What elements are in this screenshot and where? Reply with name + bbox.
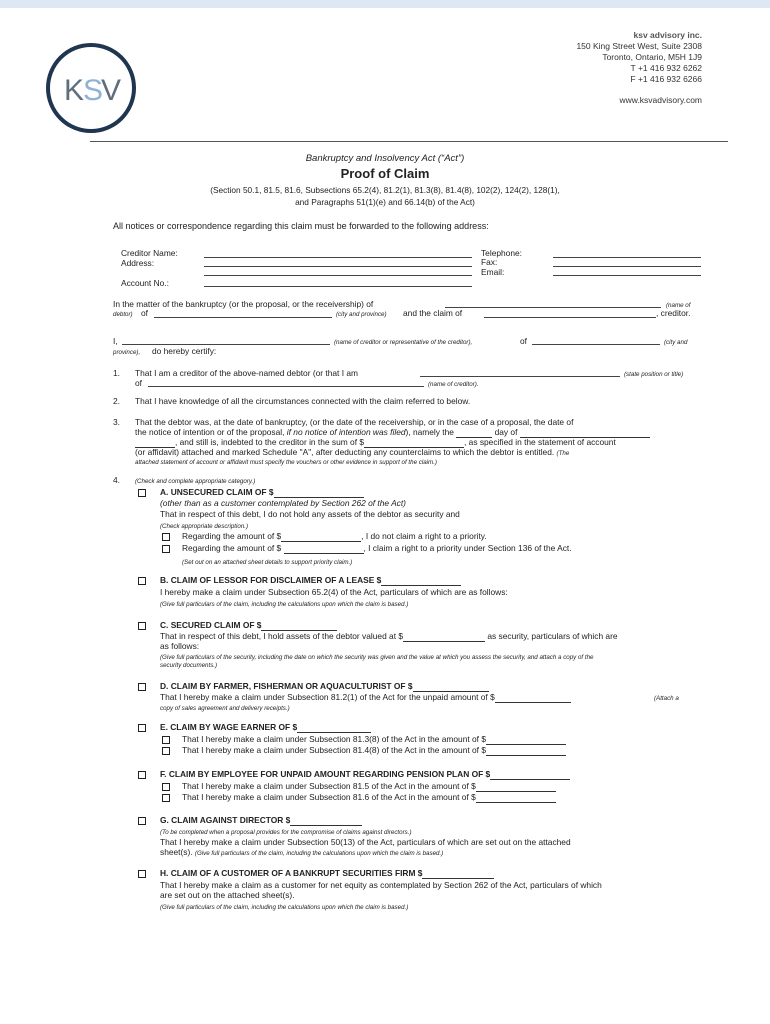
position-field[interactable]: [420, 376, 620, 377]
company-fax: F +1 416 932 6266: [630, 74, 702, 84]
representative-name-field[interactable]: [122, 344, 330, 345]
claim-d-note-1: (Attach a: [654, 695, 679, 702]
item-1-creditor-field[interactable]: [148, 386, 424, 387]
representative-note: (name of creditor or representative of the creditor),: [334, 339, 473, 346]
item-3-line-3: , and still is, indebted to the creditor in the sum of $ , as specified in the statement of account: [135, 437, 616, 448]
item-2-text: That I have knowledge of all the circumstances connected with the claim referred to below.: [135, 396, 471, 406]
claim-a-subtitle: (other than as a customer contemplated by Section 262 of the Act): [160, 498, 406, 508]
claim-a-heading: A. UNSECURED CLAIM OF $: [160, 487, 364, 498]
claim-d-checkbox[interactable]: [138, 683, 146, 691]
certify-text: do hereby certify:: [152, 346, 217, 356]
claim-b-note: (Give full particulars of the claim, including the calculations upon which the claim is based.): [160, 601, 409, 608]
notice-text: All notices or correspondence regarding this claim must be forwarded to the following address:: [113, 221, 489, 231]
svg-text:S: S: [83, 74, 104, 107]
claim-g-note: (To be completed when a proposal provides for the compromise of claims against directors.): [160, 829, 412, 836]
address-field-2[interactable]: [204, 275, 472, 276]
province-note: province),: [113, 349, 141, 356]
item-3-line-4: (or affidavit) attached and marked Schedule "A", after deducting any counterclaims to which the debtor is entitled. (The: [135, 447, 570, 457]
claim-b-text: I hereby make a claim under Subsection 65.2(4) of the Act, particulars of which are as follows:: [160, 587, 508, 597]
account-label: Account No.:: [121, 278, 169, 288]
claim-c-checkbox[interactable]: [138, 622, 146, 630]
address-label: Address:: [121, 258, 155, 268]
representative-city-field[interactable]: [532, 344, 660, 345]
email-label: Email:: [481, 267, 505, 277]
claim-c-note-2: security documents.): [160, 662, 218, 669]
sections-line-1: (Section 50.1, 81.5, 81.6, Subsections 65.2(4), 81.2(1), 81.3(8), 81.4(8), 102(2), 124(2), 128(1),: [210, 185, 560, 195]
item-1-creditor-note: (name of creditor).: [428, 381, 479, 388]
item-3-line-1: That the debtor was, at the date of bankruptcy, (or the date of the receivership, or in the case of a proposal, the date of: [135, 417, 574, 427]
page-title: Proof of Claim: [340, 166, 430, 181]
svg-text:K: K: [64, 74, 85, 107]
claim-a-option-1-checkbox[interactable]: [162, 533, 170, 541]
telephone-label: Telephone:: [481, 248, 522, 258]
item-4-number: 4.: [113, 475, 120, 485]
creditor-suffix: , creditor.: [656, 308, 691, 318]
creditor-name-label: Creditor Name:: [121, 248, 178, 258]
claim-a-option-1: Regarding the amount of $ , I do not claim a right to a priority.: [182, 531, 487, 541]
claim-e-option-1: That I hereby make a claim under Subsection 81.3(8) of the Act in the amount of $: [182, 734, 566, 745]
claim-d-text: That I hereby make a claim under Subsection 81.2(1) of the Act for the unpaid amount of $: [160, 692, 571, 703]
debtor-name-note: (name of: [666, 302, 691, 309]
item-3-note: attached statement of account or affidavit must specify the vouchers or other evidence in support of the claim.): [135, 459, 437, 466]
claim-f-option-2: That I hereby make a claim under Subsection 81.6 of the Act in the amount of $: [182, 792, 556, 803]
claim-e-option-1-checkbox[interactable]: [162, 736, 170, 744]
company-address-block: [576, 30, 702, 106]
of-text-2: of: [520, 336, 527, 346]
claim-h-text-2: are set out on the attached sheet(s).: [160, 890, 295, 900]
item-3-number: 3.: [113, 417, 120, 427]
header-divider: [90, 141, 728, 142]
claim-g-checkbox[interactable]: [138, 817, 146, 825]
claim-of-text: and the claim of: [403, 308, 463, 318]
sections-line-2: and Paragraphs 51(1)(e) and 66.14(b) of the Act): [295, 197, 475, 207]
claim-c-heading: C. SECURED CLAIM OF $: [160, 620, 337, 631]
top-band: [0, 0, 770, 8]
city-province-note: (city and province): [336, 311, 387, 318]
claim-g-text-1: That I hereby make a claim under Subsection 50(13) of the Act, particulars of which are set out on the attached: [160, 837, 571, 847]
claim-c-text-1: That in respect of this debt, I hold assets of the debtor valued at $ as security, particulars of which are: [160, 631, 618, 641]
fax-label: Fax:: [481, 257, 498, 267]
of-text: of: [141, 308, 148, 318]
item-4-note: (Check and complete appropriate category.): [135, 478, 256, 485]
item-3-line-2: the notice of intention or of the proposal, if no notice of intention was filed), namely the day of: [135, 427, 650, 438]
fax-field[interactable]: [553, 266, 701, 267]
company-name: ksv advisory inc.: [633, 30, 702, 40]
telephone-field[interactable]: [553, 257, 701, 258]
claim-g-heading: G. CLAIM AGAINST DIRECTOR $: [160, 815, 362, 826]
claim-a-option-2: Regarding the amount of $ , I claim a right to a priority under Section 136 of the Act.: [182, 543, 572, 553]
city-note: (city and: [664, 339, 688, 346]
claim-a-priority-note: (Set out on an attached sheet details to support priority claim.): [182, 559, 353, 566]
claim-f-heading: F. CLAIM BY EMPLOYEE FOR UNPAID AMOUNT REGARDING PENSION PLAN OF $: [160, 769, 570, 780]
claim-e-option-2-checkbox[interactable]: [162, 747, 170, 755]
debtor-city-field[interactable]: [154, 317, 332, 318]
account-field[interactable]: [204, 286, 472, 287]
company-phone: T +1 416 932 6262: [630, 63, 702, 73]
address-field-1[interactable]: [204, 266, 472, 267]
matter-text: In the matter of the bankruptcy (or the proposal, or the receivership) of: [113, 299, 374, 309]
claim-f-option-2-checkbox[interactable]: [162, 794, 170, 802]
i-text: I,: [113, 336, 118, 346]
claim-d-heading: D. CLAIM BY FARMER, FISHERMAN OR AQUACULTURIST OF $: [160, 681, 489, 692]
claim-c-note-1: (Give full particulars of the security, including the date on which the security was given and the value at which you assess the security, and attach a copy of the: [160, 654, 594, 661]
item-1-text: That I am a creditor of the above-named debtor (or that I am: [135, 368, 358, 378]
claim-h-heading: H. CLAIM OF A CUSTOMER OF A BANKRUPT SECURITIES FIRM $: [160, 868, 494, 879]
claim-e-checkbox[interactable]: [138, 724, 146, 732]
claim-a-note: (Check appropriate description.): [160, 523, 249, 530]
claim-d-note-2: copy of sales agreement and delivery receipts.): [160, 705, 290, 712]
email-field[interactable]: [553, 275, 701, 276]
company-address2: Toronto, Ontario, M5H 1J9: [602, 52, 702, 62]
claim-h-text-1: That I hereby make a claim as a customer for net equity as contemplated by Section 262 of the Act, particulars of which: [160, 880, 602, 890]
claim-a-option-2-checkbox[interactable]: [162, 545, 170, 553]
claim-a-checkbox[interactable]: [138, 489, 146, 497]
claim-f-option-1-checkbox[interactable]: [162, 783, 170, 791]
claim-f-option-1: That I hereby make a claim under Subsection 81.5 of the Act in the amount of $: [182, 781, 556, 792]
claim-f-checkbox[interactable]: [138, 771, 146, 779]
claim-b-heading: B. CLAIM OF LESSOR FOR DISCLAIMER OF A LEASE $: [160, 575, 461, 586]
position-note: (state position or title): [624, 371, 684, 378]
ksv-logo: [45, 42, 137, 134]
creditor-claim-field[interactable]: [484, 317, 656, 318]
claim-h-checkbox[interactable]: [138, 870, 146, 878]
company-website[interactable]: www.ksvadvisory.com: [619, 95, 702, 105]
company-address1: 150 King Street West, Suite 2308: [576, 41, 702, 51]
claim-b-checkbox[interactable]: [138, 577, 146, 585]
svg-text:V: V: [101, 74, 122, 107]
creditor-name-field[interactable]: [204, 257, 472, 258]
debtor-note: debtor): [113, 311, 133, 318]
act-name: Bankruptcy and Insolvency Act (“Act”): [305, 153, 465, 164]
item-2-number: 2.: [113, 396, 120, 406]
debtor-name-field[interactable]: [445, 307, 661, 308]
item-1-of: of: [135, 378, 142, 388]
claim-g-text-2: sheet(s). (Give full particulars of the claim, including the calculations upon which the claim is based.): [160, 847, 444, 857]
claim-c-text-2: as follows:: [160, 641, 200, 651]
claim-e-option-2: That I hereby make a claim under Subsection 81.4(8) of the Act in the amount of $: [182, 745, 566, 756]
item-1-number: 1.: [113, 368, 120, 378]
claim-e-heading: E. CLAIM BY WAGE EARNER OF $: [160, 722, 371, 733]
claim-a-text: That in respect of this debt, I do not hold any assets of the debtor as security and: [160, 509, 460, 519]
claim-h-note: (Give full particulars of the claim, including the calculations upon which the claim is based.): [160, 904, 409, 911]
